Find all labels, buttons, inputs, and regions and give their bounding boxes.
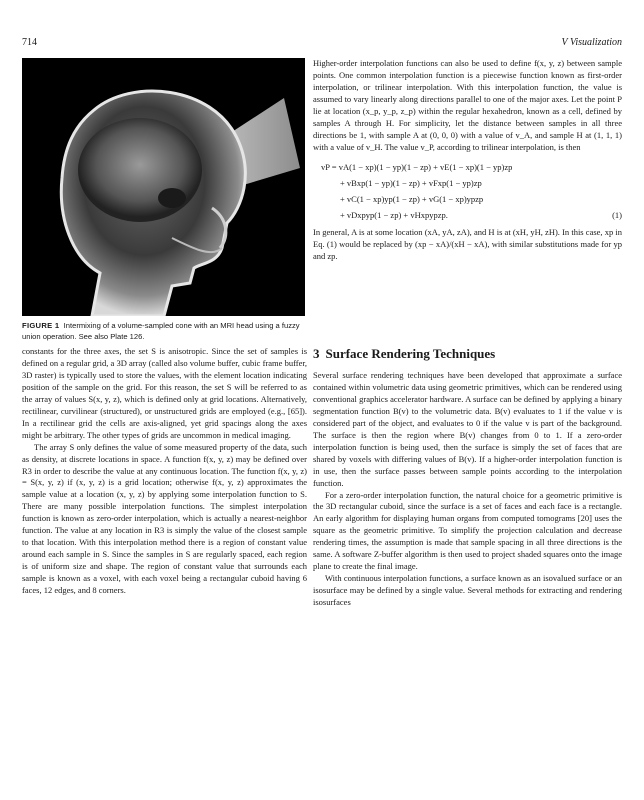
after-equation-paragraph: In general, A is at some location (xA, yA, zA), and H is at (xH, yH, zH). In this case, xp in Eq. (1) would be replaced by (xp − xA)/(xH − xA), with similar substitutions made for yp and zp. [313,226,622,261]
figure-mri-head-cone [22,58,305,316]
section-title: Surface Rendering Techniques [325,346,496,361]
page-number: 714 [22,37,37,48]
left-paragraph-2: The array S only defines the value of some measured property of the data, such as density, at discrete locations in space. A function f(x, y, z) may be defined over R3 in order to describe the value at any continuous location. The function f(x, y, z) = S(x, y, z) if (x, y, z) is a grid location; otherwise f(x, y, z) approximates the sample value at a location (x, y, z) by applying some interpolation function to S. There are many possible interpolation functions. The simplest interpolation function is known as zero-order interpolation, which is actually a nearest-neighbor function. The value at any location in R3 is simply the value of the closest sample to that location. With this interpolation method there is a region of constant value around each sample in S. Since the samples in S are regularly spaced, each region is of uniform size and shape. The region of constant value that surrounds each sample is known as a voxel, with each voxel being a rectangular cuboid having 6 faces, 12 edges, and 8 corners. [22,441,307,596]
trilinear-paragraph: Higher-order interpolation functions can also be used to define f(x, y, z) between sample points. One common interpolation function is a piecewise function known as first-order interpolation, or trilinear interpolation. With this interpolation function, the value is assumed to vary linearly along directions parallel to one of the major axes. Let the point P lie at location (x_p, y_p, z_p) within the regular hexahedron, known as a cell, defined by samples A through H. For simplicity, let the distance between samples in all three directions be 1, with sample A at (0, 0, 0) with a value of v_A, and sample H at (1, 1, 1) with a value of v_H. The value v_P, according to trilinear interpolation, is then [313,58,622,152]
section-heading [313,346,622,362]
equation-line-2: + vBxp(1 − yp)(1 − zp) + vFxp(1 − yp)zp [340,177,482,188]
section-number: 3 [313,346,320,361]
chapter-title: V Visualization [561,37,622,48]
equation-line-4: + vDxpyp(1 − zp) + vHxpypzp. [340,209,448,220]
mri-head-image [22,58,305,316]
page-header [22,37,622,51]
figure-caption [22,320,307,342]
equation-line-4-row [313,207,622,223]
right-paragraph-2: For a zero-order interpolation function, the natural choice for a geometric primitive is the 3D rectangular cuboid, since the surface is a set of faces and each face is a rectangle. An early algorithm for displaying human organs from computed tomograms [20] uses the square as the geometric primitive. To simplify the projection calculation and decrease rendering times, the assumption is made that sample spacing in all three directions is the same. A software Z-buffer algorithm is then used to project shaded squares onto the image plane to create the final image. [313,489,622,572]
top-right-column [313,58,622,262]
right-column [313,346,622,609]
right-paragraph-3: With continuous interpolation functions, a surface known as an isovalued surface or an isosurface may be defined by a single value. Several methods for extracting and rendering isosurfaces [313,573,622,608]
equation-line-1: vP = vA(1 − xp)(1 − yp)(1 − zp) + vE(1 − xp)(1 − yp)zp [321,161,513,172]
equation-line-3: + vC(1 − xp)yp(1 − zp) + vG(1 − xp)ypzp [340,193,484,204]
equation-1 [313,159,622,223]
caption-label: FIGURE 1 [22,321,60,330]
left-paragraph-1: constants for the three axes, the set S is anisotropic. Since the set of samples is defined on a regular grid, a 3D array (called also volume buffer, cubic frame buffer, 3D raster) is typically used to store the values, with the element location indicating position of the sample on the grid. For this reason, the set S will be referred to as the array of values S(x, y, z), which is defined only at grid locations. Alternatively, rectilinear, curvilinear (structured), or unstructured grids are employed (e.g., [65]). In a rectilinear grid the cells are axis-aligned, yet grid spacings along the axes might be arbitrary. The other types of grids are uncommon in medical imaging. [22,346,307,440]
right-paragraph-1: Several surface rendering techniques have been developed that approximate a surface contained within volumetric data using geometric primitives, which can be rendered using conventional graphics accelerator hardware. A surface can be defined by applying a binary segmentation function B(v) to the volumetric data. B(v) evaluates to 1 if the value v is considered part of the object, and evaluates to 0 if the value v is part of the background. The surface is then the region where B(v) changes from 0 to 1. If a zero-order interpolation function is being used, then the surface is simply the set of faces that are shared by voxels with differing values of B(v). If a higher-order interpolation function is in use, then the surface passes between sample points according to the interpolation function. [313,370,622,488]
brain-shape [78,118,202,222]
left-column [22,346,307,597]
caption-text: Intermixing of a volume-sampled cone with an MRI head using a fuzzy union operation. See also Plate 126. [22,321,300,341]
equation-number: (1) [612,209,622,220]
